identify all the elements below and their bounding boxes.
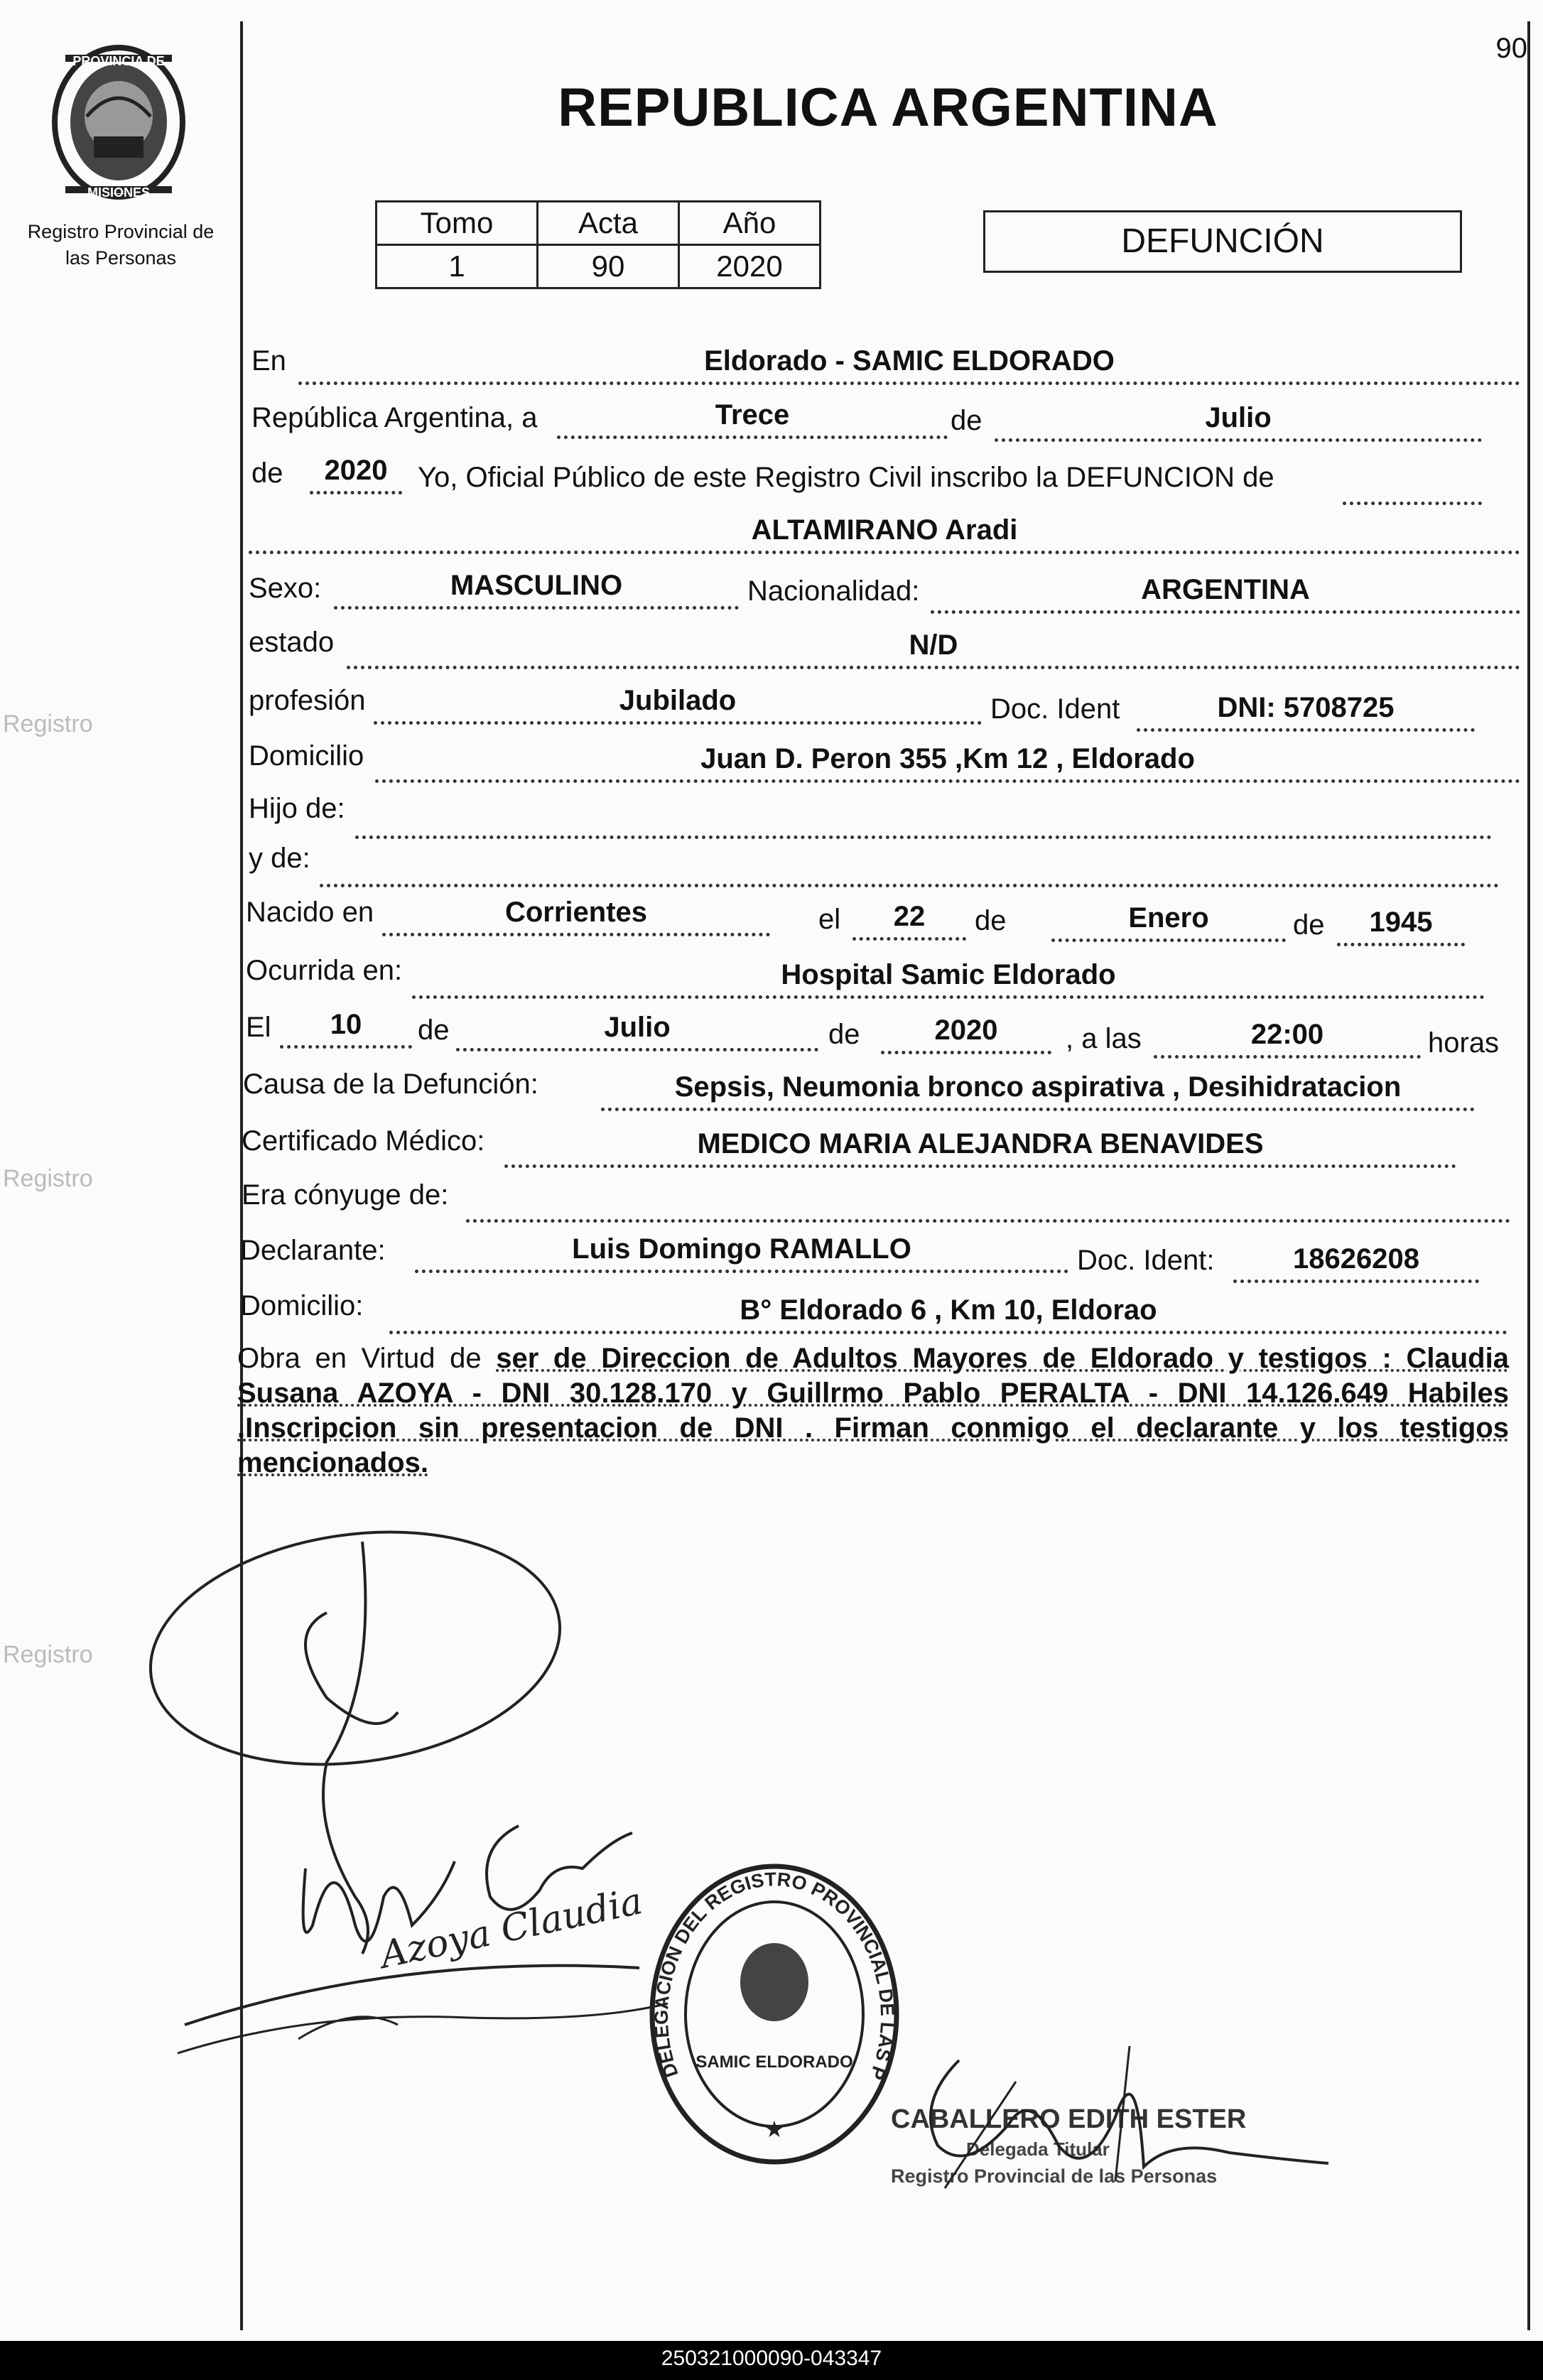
doc-value: DNI: 5708725 bbox=[1137, 692, 1475, 732]
dia-value: Trece bbox=[557, 399, 948, 439]
doc-label: Doc. Ident bbox=[990, 693, 1120, 725]
nacido-label: Nacido en bbox=[246, 897, 374, 928]
anio-value: 2020 bbox=[679, 245, 821, 288]
domicilio-value: Juan D. Peron 355 ,Km 12 , Eldorado bbox=[375, 743, 1520, 783]
seal-text: PROVINCIA DE bbox=[72, 54, 165, 68]
declarant-signature bbox=[142, 1527, 710, 2025]
nac-mes: Enero bbox=[1051, 902, 1286, 942]
domicilio2-label: Domicilio: bbox=[240, 1290, 364, 1321]
certificado-label: Certificado Médico: bbox=[242, 1125, 485, 1157]
sexo-value: MASCULINO bbox=[334, 570, 739, 610]
obra-label: Obra en Virtud de bbox=[237, 1343, 482, 1374]
certificado-value: MEDICO MARIA ALEJANDRA BENAVIDES bbox=[504, 1128, 1456, 1168]
el-label: El bbox=[246, 1012, 271, 1043]
anio-header: Año bbox=[679, 202, 821, 245]
stamp-star-icon: ★ bbox=[764, 2116, 785, 2142]
bleed-through-text: Registro bbox=[3, 1165, 93, 1192]
tomo-header: Tomo bbox=[377, 202, 538, 245]
domicilio-label: Domicilio bbox=[249, 740, 364, 772]
de-label: de bbox=[951, 405, 982, 436]
nacionalidad-label: Nacionalidad: bbox=[747, 575, 920, 607]
profesion-label: profesión bbox=[249, 685, 366, 716]
official-title: Delegada Titular bbox=[966, 2138, 1110, 2160]
declarante-label: Declarante: bbox=[240, 1235, 386, 1266]
registro-line1: Registro Provincial de bbox=[27, 221, 215, 242]
en-label: En bbox=[251, 345, 286, 377]
record-table bbox=[375, 200, 821, 289]
causa-value: Sepsis, Neumonia bronco aspirativa , Desihidratacion bbox=[601, 1071, 1475, 1111]
nac-dia: 22 bbox=[852, 901, 966, 941]
round-stamp-outer-path: DELEGACION DEL REGISTRO PROVINCIAL DE LAS PERSONAS bbox=[639, 1844, 899, 2083]
record-table-value-row bbox=[377, 245, 821, 288]
hijo-label: Hijo de: bbox=[249, 793, 345, 824]
record-table-header-row bbox=[377, 202, 821, 245]
right-margin-rule bbox=[1527, 21, 1530, 2330]
def-dia: 10 bbox=[280, 1009, 412, 1049]
bleed-through-text: Registro bbox=[3, 710, 93, 737]
round-stamp-inner-text: SAMIC ELDORADO bbox=[695, 2052, 853, 2072]
registro-line2: las Personas bbox=[65, 247, 177, 269]
bleed-through-text: Registro bbox=[3, 1641, 93, 1668]
nombre-value: ALTAMIRANO Aradi bbox=[249, 514, 1520, 554]
tomo-value: 1 bbox=[377, 245, 538, 288]
hora-value: 22:00 bbox=[1154, 1019, 1421, 1059]
en-value: Eldorado - SAMIC ELDORADO bbox=[298, 345, 1520, 385]
estado-value: N/D bbox=[347, 629, 1520, 669]
republica-label: República Argentina, a bbox=[251, 402, 538, 433]
registro-label bbox=[7, 219, 234, 271]
conyuge-label: Era cónyuge de: bbox=[242, 1179, 449, 1211]
dotted-line bbox=[355, 835, 1492, 839]
record-type-box: DEFUNCIÓN bbox=[983, 210, 1462, 273]
de-label: de bbox=[828, 1019, 860, 1050]
nac-anio: 1945 bbox=[1337, 907, 1465, 946]
witness-signature-text: Azoya Claudia bbox=[377, 1880, 646, 1977]
dotted-line bbox=[1343, 502, 1482, 505]
obra-paragraph bbox=[237, 1341, 1509, 1481]
ocurrida-value: Hospital Samic Eldorado bbox=[412, 959, 1485, 999]
registry-round-stamp bbox=[639, 1844, 902, 2167]
official-registry: Registro Provincial de las Personas bbox=[891, 2165, 1218, 2187]
witness-signature bbox=[170, 1982, 682, 2067]
de-label: de bbox=[1293, 909, 1325, 941]
doc2-label: Doc. Ident: bbox=[1077, 1245, 1215, 1276]
el-label: el bbox=[818, 904, 841, 935]
def-mes: Julio bbox=[456, 1012, 818, 1051]
de-label: de bbox=[975, 905, 1007, 936]
page-title: REPUBLICA ARGENTINA bbox=[558, 77, 1218, 138]
estado-label: estado bbox=[249, 627, 335, 658]
yde-label: y de: bbox=[249, 843, 310, 874]
yo-text: Yo, Oficial Público de este Registro Civil inscribo la DEFUNCION de bbox=[418, 462, 1274, 493]
causa-label: Causa de la Defunción: bbox=[243, 1069, 538, 1100]
def-anio: 2020 bbox=[881, 1015, 1051, 1054]
seal-text: MISIONES bbox=[87, 185, 151, 200]
de-label: de bbox=[418, 1015, 450, 1046]
horas-label: horas bbox=[1428, 1027, 1500, 1059]
declarante-value: Luis Domingo RAMALLO bbox=[415, 1233, 1068, 1273]
sexo-label: Sexo: bbox=[249, 573, 322, 604]
nacionalidad-value: ARGENTINA bbox=[931, 574, 1520, 614]
footer-code: 250321000090-043347 bbox=[661, 2347, 882, 2370]
de-label: de bbox=[251, 458, 283, 489]
official-signature bbox=[874, 2039, 1343, 2195]
page-number: 90 bbox=[1495, 33, 1527, 64]
alas-label: , a las bbox=[1066, 1023, 1142, 1054]
mes-value: Julio bbox=[995, 402, 1482, 442]
official-name: CABALLERO EDITH ESTER bbox=[891, 2104, 1247, 2134]
province-seal-logo bbox=[44, 37, 193, 207]
acta-value: 90 bbox=[538, 245, 679, 288]
dotted-line bbox=[320, 884, 1499, 887]
acta-header: Acta bbox=[538, 202, 679, 245]
domicilio2-value: B° Eldorado 6 , Km 10, Eldorao bbox=[389, 1294, 1507, 1334]
obra-value: ser de Direccion de Adultos Mayores de Eldorado y testigos : Claudia Susana AZOYA - DNI 30.128.170 y Guillrmo Pablo PERALTA - DNI 14.126.649 Habiles .Inscripcion sin presentacion de DNI . Firman conmigo el declarante y los testigos mencionados. bbox=[237, 1343, 1509, 1478]
doc2-value: 18626208 bbox=[1233, 1243, 1479, 1283]
profesion-value: Jubilado bbox=[374, 685, 982, 725]
nacido-value: Corrientes bbox=[382, 897, 770, 936]
ocurrida-label: Ocurrida en: bbox=[246, 955, 403, 986]
dotted-line bbox=[466, 1219, 1510, 1223]
anio-value: 2020 bbox=[310, 455, 402, 494]
